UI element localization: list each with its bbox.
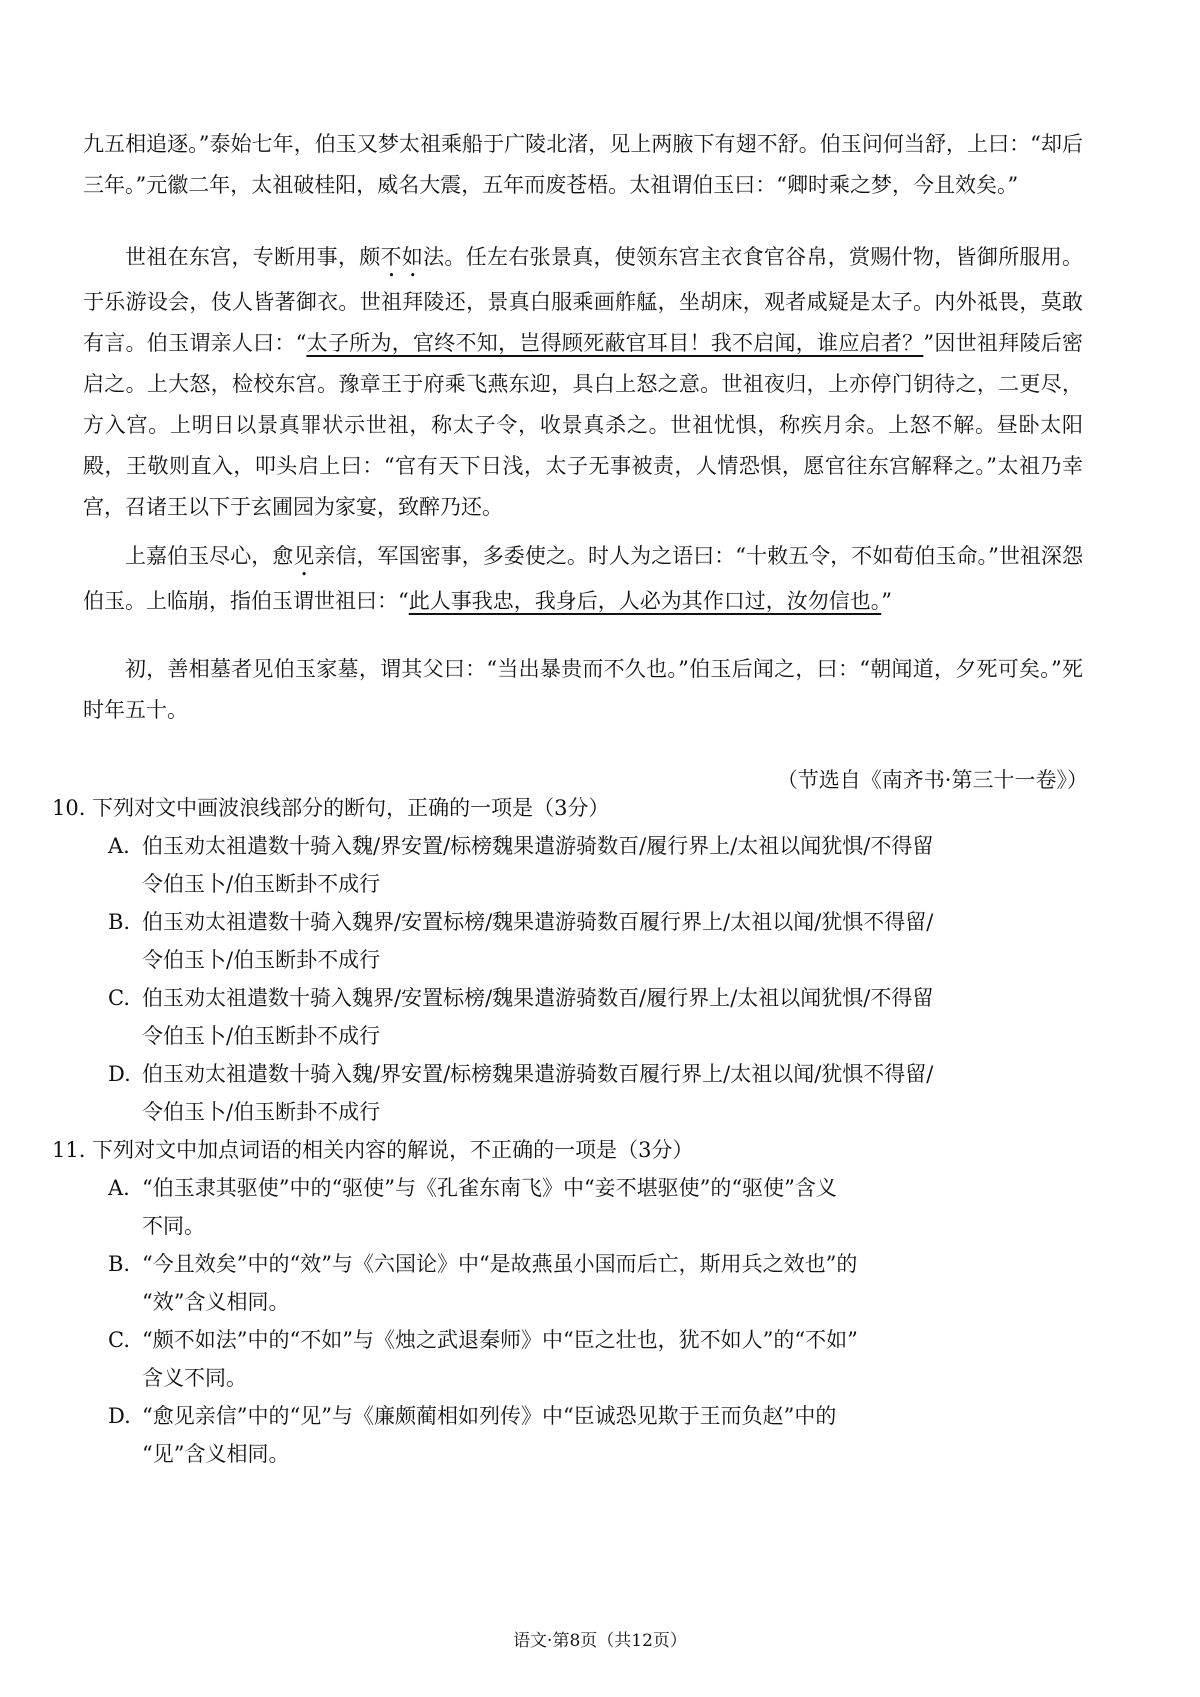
option-text: “愈见亲信”中的“见”与《廉颇蔺相如列传》中“臣诚恐见欺于王而负赵”中的 <box>142 1404 837 1428</box>
option-text: “今且效矣”中的“效”与《六国论》中“是故燕虽小国而后亡，斯用兵之效也”的 <box>142 1252 858 1276</box>
option-text: 伯玉劝太祖遣数十骑入魏界/安置标榜/魏果遣游骑数百/履行界上/太祖以闻犹惧/不得留 <box>142 986 934 1010</box>
passage-text: ”因世祖拜陵后密启之。上大怒，检校东宫。豫章王于府乘飞燕东迎，具白上怒之意。世祖夜归，上亦停门钥待之，二更尽，方入宫。上明日以景真罪状示世祖，称太子令，收景真杀之。世祖忧惧，称疾月余。上怒不解。昼卧太阳殿，王敬则直入，叩头启上曰：“官有天下日浅，太子无事被责，人情恐惧，愿官往东宫解释之。”太祖乃幸宫，召诸王以下于玄圃园为家宴，致醉乃还。 <box>83 331 1083 519</box>
passage-source: （节选自《南齐书·第三十一卷》） <box>776 768 1088 792</box>
option-text: 伯玉劝太祖遣数十骑入魏界/安置标榜/魏果遣游骑数百履行界上/太祖以闻/犹惧不得留/ <box>142 910 934 934</box>
passage-text: 上嘉伯玉尽心，愈 <box>125 544 294 568</box>
passage-text: 初，善相墓者见伯玉家墓，谓其父曰：“当出暴贵而不久也。”伯玉后闻之，曰：“朝闻道，夕死可矣。”死时年五十。 <box>83 657 1083 722</box>
option-label: D. <box>108 1062 131 1086</box>
question-11-option-d[interactable] <box>108 1397 1090 1473</box>
option-text: “伯玉隶其驱使”中的“驱使”与《孔雀东南飞》中“妾不堪驱使”的“驱使”含义 <box>142 1176 837 1200</box>
option-text: 令伯玉卜/伯玉断卦不成行 <box>142 1100 381 1124</box>
option-label: B. <box>108 1252 131 1276</box>
dotted-word-buru: 不如 <box>380 245 424 269</box>
option-text: 含义不同。 <box>142 1366 247 1390</box>
question-10-option-a[interactable] <box>108 827 1090 903</box>
passage-paragraph-2 <box>83 237 1083 528</box>
option-text: “效”含义相同。 <box>142 1290 290 1314</box>
question-10-option-d[interactable] <box>108 1055 1090 1131</box>
option-text: 令伯玉卜/伯玉断卦不成行 <box>142 872 381 896</box>
option-label: A. <box>108 834 130 858</box>
question-10-stem: 10. 下列对文中画波浪线部分的断句，正确的一项是（3分） <box>52 796 610 820</box>
passage-text: 亲信，军国密事，多委使之。时人为之语曰：“十敕五令，不如荀伯玉命。”世祖深怨伯玉。上临崩，指伯玉谓世祖曰：“ <box>83 544 1084 613</box>
passage-text: ” <box>881 589 892 613</box>
passage-text: 世祖在东宫，专断用事，颇 <box>125 245 381 269</box>
dotted-word-jian: 见 <box>293 544 315 568</box>
page-footer: 语文·第8页（共12页） <box>513 1631 687 1651</box>
passage-text: 法。任左右张景真，使领东宫主衣食官谷帛，赏赐什物，皆御所服用。于乐游设会，伎人皆著御衣。世祖拜陵还，景真白服乘画舴艋，坐胡床，观者咸疑是太子。内外祗畏，莫敢有言。伯玉谓亲人曰：“ <box>83 245 1084 355</box>
option-text: “颇不如法”中的“不如”与《烛之武退秦师》中“臣之壮也，犹不如人”的“不如” <box>142 1328 858 1352</box>
question-11-option-c[interactable] <box>108 1321 1090 1397</box>
option-label: C. <box>108 986 130 1010</box>
option-text: 令伯玉卜/伯玉断卦不成行 <box>142 948 381 972</box>
question-10-option-c[interactable] <box>108 979 1090 1055</box>
option-text: “见”含义相同。 <box>142 1442 290 1466</box>
question-10-option-b[interactable] <box>108 903 1090 979</box>
option-text: 伯玉劝太祖遣数十骑入魏/界安置/标榜魏果遣游骑数百履行界上/太祖以闻/犹惧不得留/ <box>142 1062 934 1086</box>
option-label: C. <box>108 1328 130 1352</box>
passage-paragraph-3 <box>83 536 1083 622</box>
question-11-stem: 11. 下列对文中加点词语的相关内容的解说，不正确的一项是（3分） <box>52 1138 694 1162</box>
question-11-option-b[interactable] <box>108 1245 1090 1321</box>
option-label: D. <box>108 1404 131 1428</box>
passage-paragraph-1 <box>83 124 1083 206</box>
option-text: 不同。 <box>142 1214 205 1238</box>
option-text: 令伯玉卜/伯玉断卦不成行 <box>142 1024 381 1048</box>
question-11-option-a[interactable] <box>108 1169 1090 1245</box>
option-text: 伯玉劝太祖遣数十骑入魏/界安置/标榜魏果遣游骑数百/履行界上/太祖以闻犹惧/不得留 <box>142 834 934 858</box>
option-label: B. <box>108 910 131 934</box>
option-label: A. <box>108 1176 130 1200</box>
passage-paragraph-4 <box>83 649 1083 731</box>
underlined-sentence-2: 此人事我忠，我身后，人必为其作口过，汝勿信也。 <box>408 589 882 613</box>
underlined-sentence-1: 太子所为，官终不知，岂得顾死蔽官耳目！我不启闻，谁应启者？ <box>306 331 924 355</box>
passage-text: 九五相追逐。”泰始七年，伯玉又梦太祖乘船于广陵北渚，见上两腋下有翅不舒。伯玉问何当舒，上曰：“却后三年。”元徽二年，太祖破桂阳，威名大震，五年而废苍梧。太祖谓伯玉曰：“卿时乘之梦，今且效矣。” <box>83 132 1083 197</box>
